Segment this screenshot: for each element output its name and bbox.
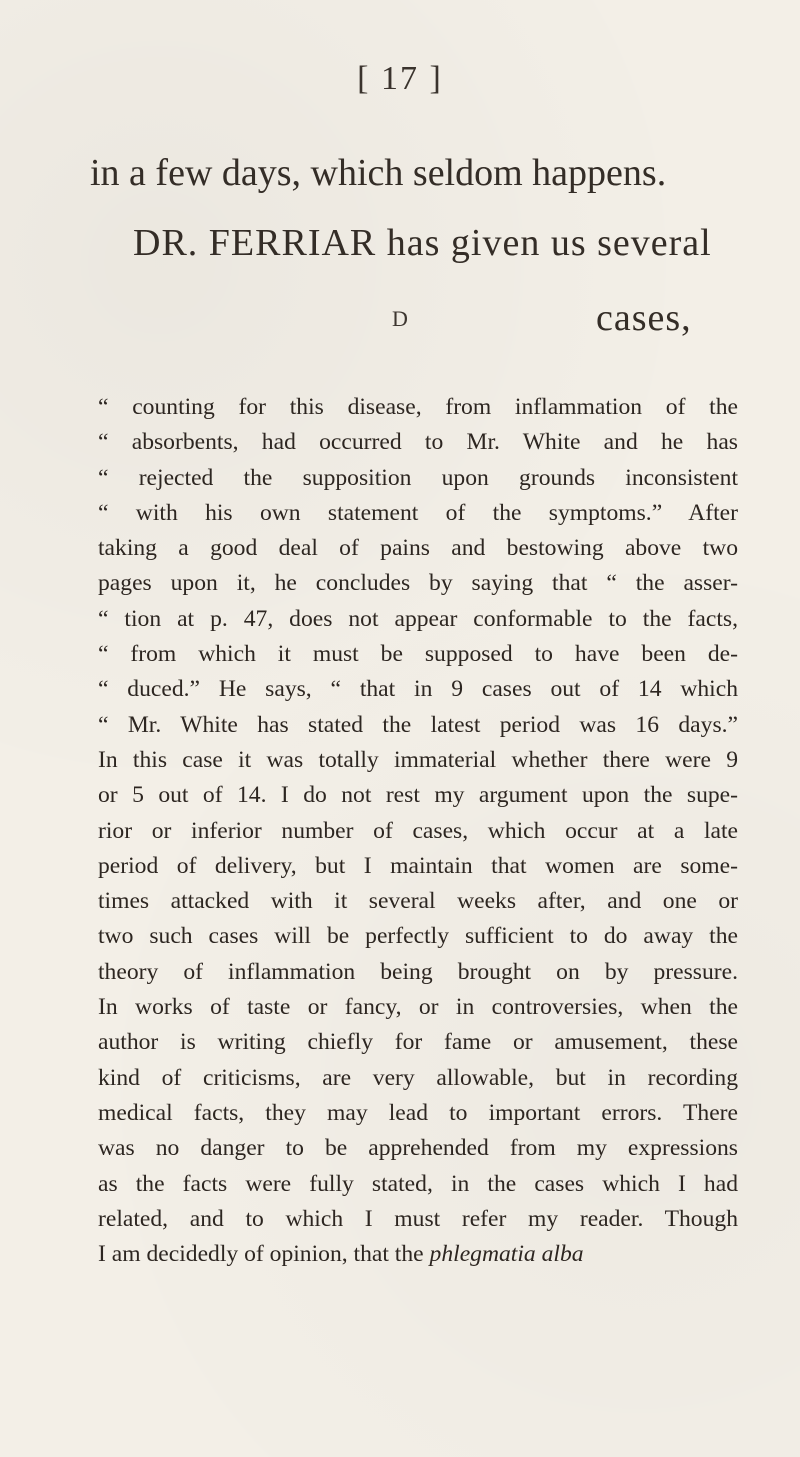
- body-line: was no danger to be apprehended from my expressions: [98, 1135, 738, 1162]
- body-line: “ from which it must be supposed to have been de-: [98, 641, 738, 668]
- body-line: pages upon it, he concludes by saying that “ the asser-: [98, 570, 738, 597]
- body-line: theory of inflammation being brought on by pressure.: [98, 958, 738, 985]
- signature-mark: D: [392, 306, 409, 331]
- body-line: In this case it was totally immaterial whether there were 9: [98, 746, 738, 773]
- catchword: cases,: [596, 297, 692, 339]
- body-line: related, and to which I must refer my reader. Though: [98, 1205, 738, 1232]
- body-line: “ Mr. White has stated the latest period was 16 days.”: [98, 711, 738, 738]
- body-line: author is writing chiefly for fame or amusement, these: [98, 1029, 738, 1056]
- body-line: “ tion at p. 47, does not appear conformable to the facts,: [98, 605, 738, 632]
- body-line: rior or inferior number of cases, which occur at a late: [98, 817, 738, 844]
- body-line: period of delivery, but I maintain that women are some-: [98, 852, 738, 879]
- heading-line: DR. FERRIAR has given us several: [133, 222, 712, 264]
- body-line: two such cases will be perfectly sufficient to do away the: [98, 923, 738, 950]
- body-line: “ counting for this disease, from inflammation of the: [98, 394, 738, 420]
- body-line: “ rejected the supposition upon grounds inconsistent: [98, 464, 738, 491]
- body-line: taking a good deal of pains and bestowing above two: [98, 535, 738, 562]
- opening-line: in a few days, which seldom happens.: [90, 152, 667, 194]
- page-number: [ 17 ]: [357, 60, 443, 97]
- body-text: [98, 390, 738, 1272]
- body-line: kind of criticisms, are very allowable, but in recording: [98, 1064, 738, 1091]
- body-line: times attacked with it several weeks after, and one or: [98, 888, 738, 915]
- body-line: “ with his own statement of the symptoms.” After: [98, 499, 738, 526]
- body-line: “ absorbents, had occurred to Mr. White and he has: [98, 429, 738, 456]
- body-line: as the facts were fully stated, in the cases which I had: [98, 1170, 738, 1197]
- body-line: medical facts, they may lead to important errors. There: [98, 1099, 738, 1126]
- body-line: or 5 out of 14. I do not rest my argument upon the supe-: [98, 782, 738, 809]
- body-line: In works of taste or fancy, or in controversies, when the: [98, 994, 738, 1021]
- final-line-italic-term: phlegmatia alba: [429, 1241, 584, 1268]
- final-body-line: [98, 1237, 738, 1272]
- body-line: “ duced.” He says, “ that in 9 cases out of 14 which: [98, 676, 738, 703]
- final-line-prefix: I am decidedly of opinion, that the: [98, 1241, 424, 1268]
